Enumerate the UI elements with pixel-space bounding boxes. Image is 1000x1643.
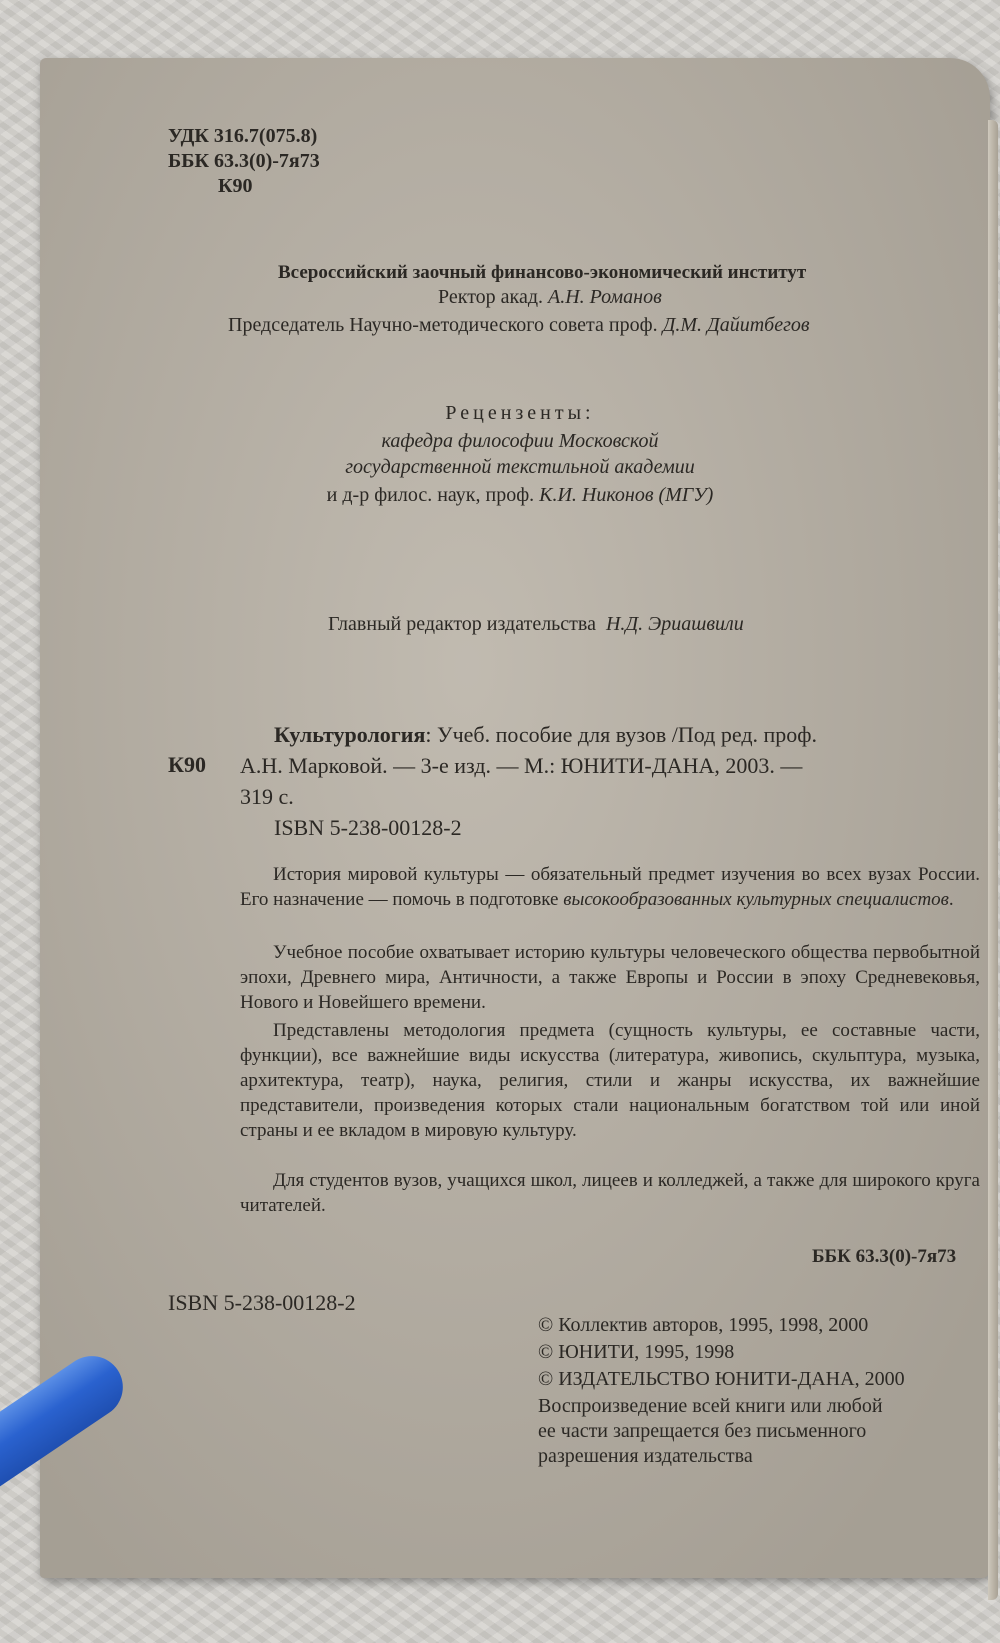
reviewer-name: К.И. Никонов (МГУ) [539, 484, 714, 506]
rights-line3: разрешения издательства [538, 1445, 753, 1467]
annotation-p1-italic: высокообразованных культурных специалистов [563, 889, 949, 910]
page-edge [988, 120, 998, 1600]
udk-code: УДК 316.7(075.8) [168, 125, 318, 147]
institution-name: Всероссийский заочный финансово-экономический институт [278, 262, 807, 283]
chair-label: Председатель Научно-методического совета проф. [228, 314, 658, 336]
rector-name: А.Н. Романов [548, 286, 662, 308]
copyright-uniti: © ЮНИТИ, 1995, 1998 [538, 1341, 735, 1363]
reviewers-line1: кафедра философии Московской [381, 430, 659, 452]
copyright-uniti-dana: © ИЗДАТЕЛЬСТВО ЮНИТИ-ДАНА, 2000 [538, 1368, 905, 1390]
footer-bbk: ББК 63.3(0)-7я73 [812, 1246, 957, 1267]
bbk-code: ББК 63.3(0)-7я73 [168, 150, 320, 172]
chair-line [228, 314, 810, 337]
reviewers-line3 [0, 484, 1000, 507]
bib-line1 [274, 722, 817, 748]
bib-mark: К90 [168, 752, 206, 777]
reviewers-heading: Рецензенты: [445, 402, 595, 424]
editor-name: Н.Д. Эриашвили [605, 613, 744, 635]
annotation-paragraph-1 [240, 862, 980, 912]
annotation-paragraph-4: Для студентов вузов, учащихся школ, лицеев и колледжей, а также для широкого круга читателей. [240, 1170, 980, 1216]
bib-isbn: ISBN 5-238-00128-2 [274, 815, 462, 840]
bib-line1-rest: : Учеб. пособие для вузов /Под ред. проф. [425, 722, 818, 747]
reviewers-line2: государственной текстильной академии [345, 456, 695, 478]
annotation-paragraph-3: Представлены методология предмета (сущность культуры, ее составные части, функции), все важнейшие виды искусства (литература, живопись, скульптура, музыка, архитектура, театр), наука, религия, стили и жанры искусства, их важнейшие представители, произведения которых стали национальным богатством той или иной страны и ее вкладом в мировую культуру. [240, 1020, 980, 1141]
bib-line3: 319 с. [240, 784, 294, 809]
book-title: Культурология [274, 722, 426, 747]
copyright-authors: © Коллектив авторов, 1995, 1998, 2000 [538, 1314, 869, 1336]
rights-line2: ее части запрещается без письменного [538, 1420, 867, 1442]
author-mark: К90 [218, 175, 253, 197]
annotation-p1-end: . [948, 889, 954, 910]
editor-line [328, 613, 744, 636]
reviewers-line3-prefix: и д-р филос. наук, проф. [326, 484, 535, 506]
bib-line2: А.Н. Марковой. — 3-е изд. — М.: ЮНИТИ-ДАНА, 2003. — [240, 753, 803, 778]
rights-line1: Воспроизведение всей книги или любой [538, 1395, 883, 1417]
rector-line [438, 286, 662, 309]
rector-label: Ректор акад. [438, 286, 544, 308]
annotation-p1-text: История мировой культуры — обязательный предмет изучения во всех вузах России. Его назначение — помочь в подготовке [240, 864, 980, 910]
footer-isbn: ISBN 5-238-00128-2 [168, 1290, 356, 1315]
chair-name: Д.М. Дайитбегов [662, 314, 810, 336]
annotation-paragraph-2: Учебное пособие охватывает историю культуры человеческого общества первобытной эпохи, Древнего мира, Античности, а также Европы и России в эпоху Средневековья, Нового и Новейшего времени. [240, 942, 980, 1013]
editor-label: Главный редактор издательства [328, 613, 596, 635]
